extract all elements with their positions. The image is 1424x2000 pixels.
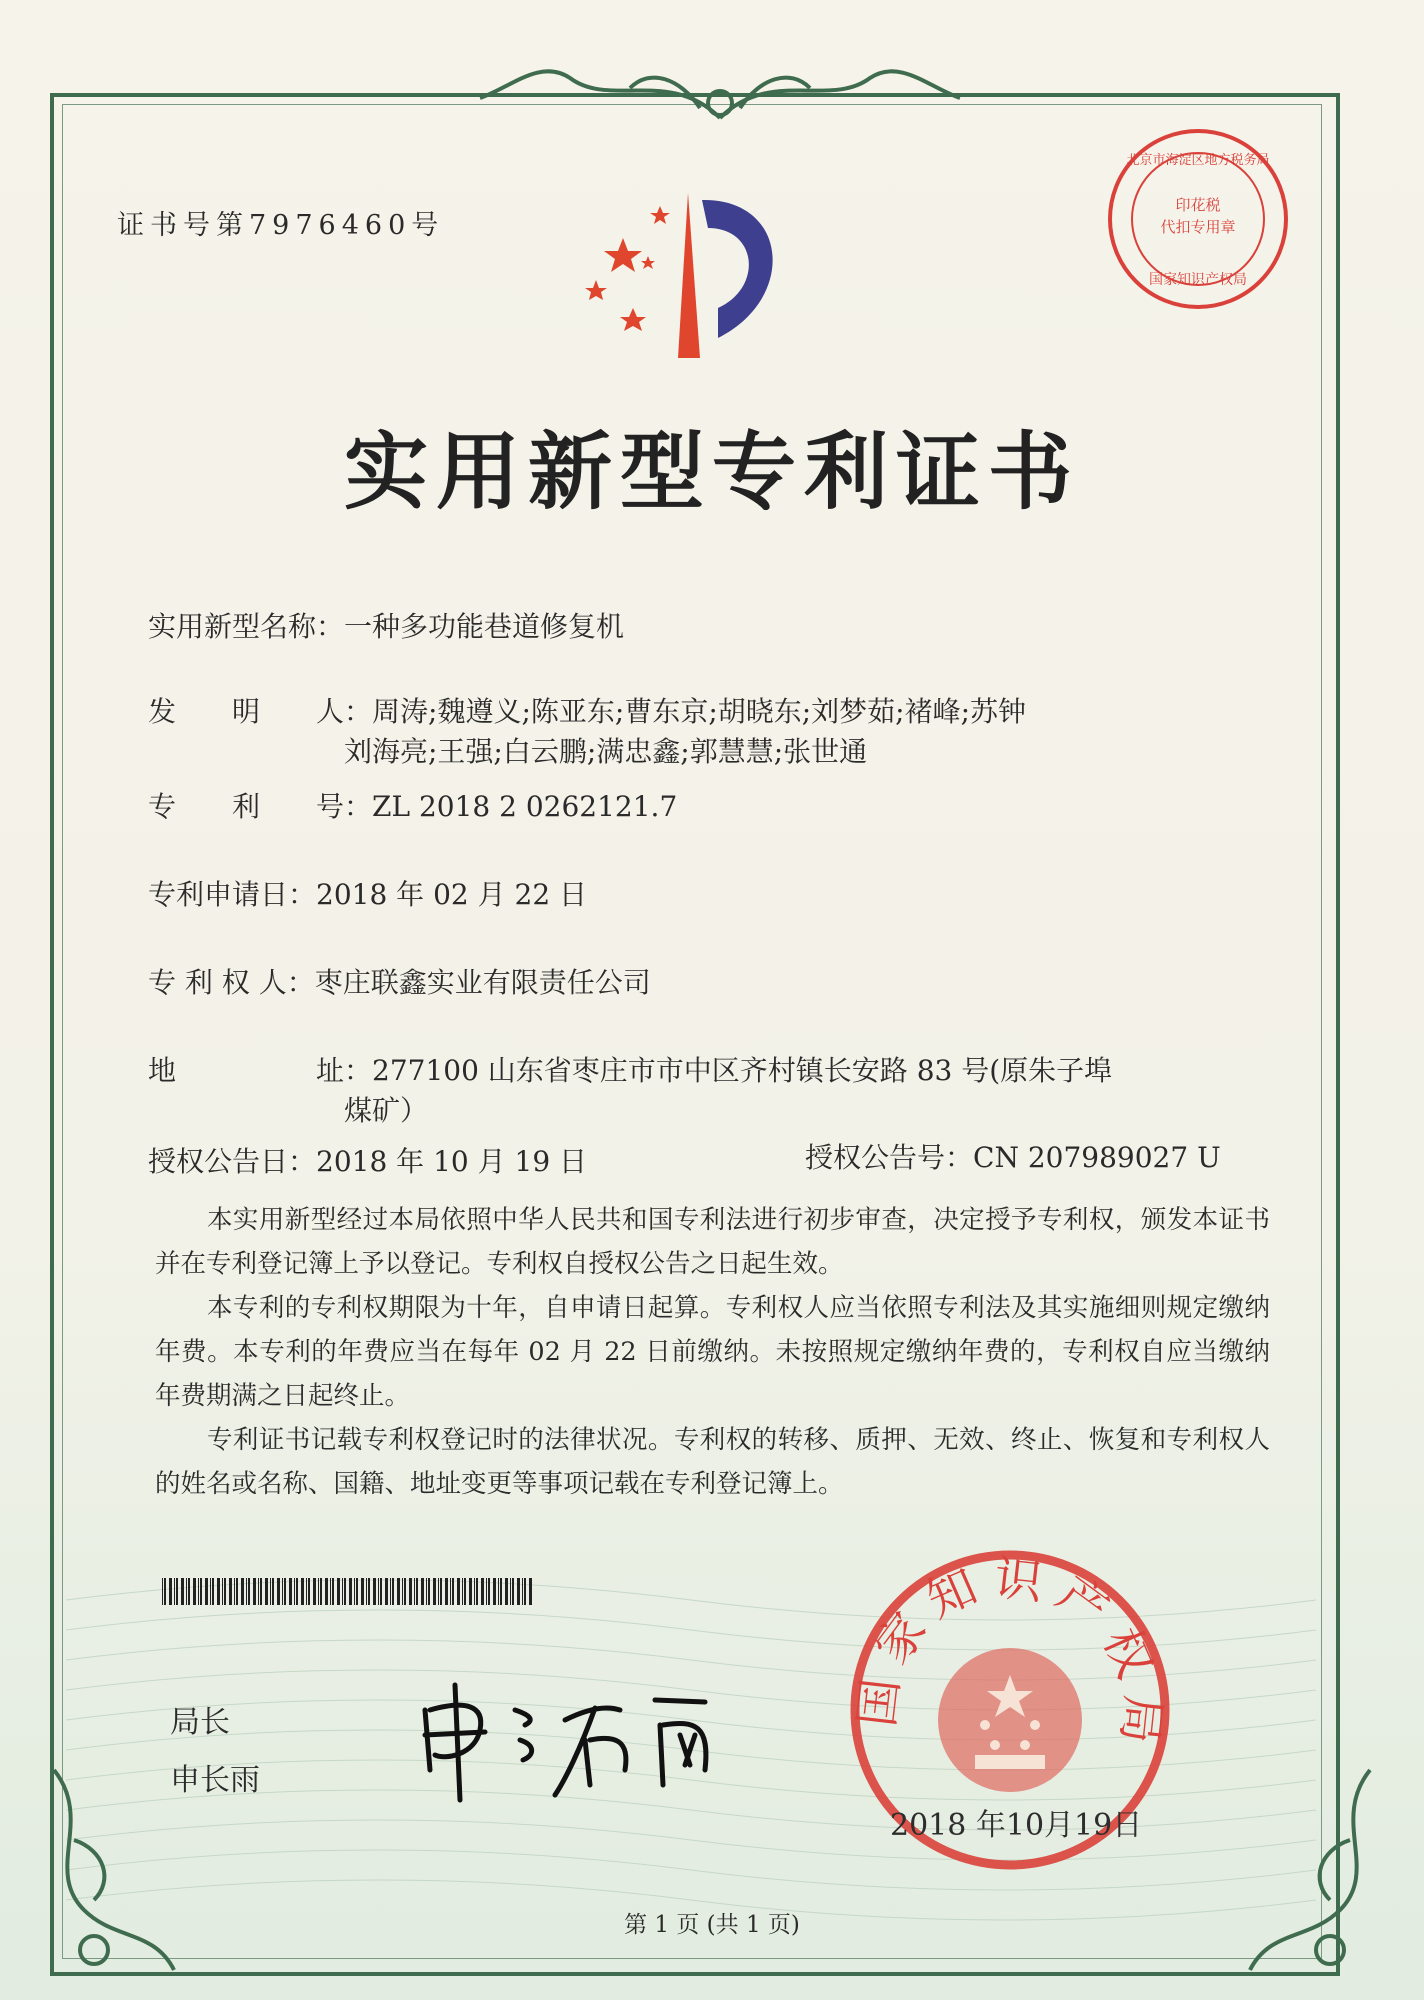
grant-date-row (148, 1140, 587, 1180)
seal-small-line4: 国家知识产权局 (1149, 272, 1247, 288)
paragraph-2: 本专利的专利权期限为十年，自申请日起算。专利权人应当依照专利法及其实施细则规定缴纳年费。本专利的年费应当在每年 02 月 22 日前缴纳。未按照规定缴纳年费的，专利权自应当缴纳年费期满之日起终止。 (155, 1293, 1270, 1411)
grant-number-label: 授权公告号： (805, 1141, 974, 1174)
seal-date: 2018 年10月19日 (890, 1808, 1143, 1843)
seal-text: 国家知识产权局 (848, 1550, 1172, 1759)
address-label: 地 址： (148, 1054, 373, 1087)
address-value-line1: 277100 山东省枣庄市市中区齐村镇长安路 83 号(原朱子埠 (372, 1054, 1113, 1087)
top-ornament (470, 48, 970, 128)
name-label: 实用新型名称： (148, 610, 345, 643)
bottom-right-ornament (1240, 1760, 1390, 1980)
tax-stamp-seal (1103, 124, 1293, 314)
director-name: 申长雨 (170, 1763, 260, 1798)
inventors-value-line1: 周涛;魏遵义;陈亚东;曹东京;胡晓东;刘梦茹;褚峰;苏钟 (372, 695, 1027, 728)
grant-date-value: 2018 年 10 月 19 日 (316, 1145, 588, 1178)
paragraph-3: 专利证书记载专利权登记时的法律状况。专利权的转移、质押、无效、终止、恢复和专利权人的姓名或名称、国籍、地址变更等事项记载在专利登记簿上。 (155, 1425, 1270, 1499)
barcode (162, 1578, 536, 1605)
inventors-line2: 刘海亮;王强;白云鹏;满忠鑫;郭慧慧;张世通 (344, 735, 868, 768)
director-signature (405, 1670, 735, 1810)
seal-small-line3: 代扣专用章 (1160, 218, 1236, 236)
grant-number-value: CN 207989027 U (973, 1141, 1221, 1174)
patentee-row (148, 961, 651, 1001)
national-emblem-icon (938, 1648, 1082, 1792)
certificate-body (155, 1198, 1270, 1506)
patent-number-label: 专 利 号： (148, 790, 373, 823)
bottom-left-ornament (34, 1760, 184, 1980)
address-line2: 煤矿） (344, 1094, 429, 1127)
filing-date-row (148, 873, 587, 913)
filing-date-label: 专利申请日： (148, 878, 317, 911)
cnipa-logo-icon (578, 188, 818, 358)
seal-small-line2: 印花税 (1175, 196, 1221, 214)
patentee-label: 专 利 权 人： (148, 966, 315, 999)
patent-number-row (148, 785, 677, 825)
patentee-value: 枣庄联鑫实业有限责任公司 (314, 966, 651, 999)
page-number: 第 1 页 (共 1 页) (624, 1912, 800, 1938)
certificate-title: 实用新型专利证书 (343, 422, 1080, 521)
name-value: 一种多功能巷道修复机 (344, 610, 625, 643)
address-row (148, 1049, 1112, 1089)
grant-number-row (805, 1136, 1221, 1176)
inventors-label: 发 明 人： (148, 695, 373, 728)
director-title: 局长 (170, 1705, 230, 1740)
seal-small-line1: 北京市海淀区地方税务局 (1126, 153, 1270, 168)
certificate-number: 证书号第7976460号 (117, 210, 445, 241)
grant-date-label: 授权公告日： (148, 1145, 317, 1178)
patent-number-value: ZL 2018 2 0262121.7 (372, 790, 678, 823)
utility-model-name-row (148, 605, 624, 645)
filing-date-value: 2018 年 02 月 22 日 (316, 878, 588, 911)
paragraph-1: 本实用新型经过本局依照中华人民共和国专利法进行初步审查，决定授予专利权，颁发本证书并在专利登记簿上予以登记。专利权自授权公告之日起生效。 (155, 1205, 1270, 1279)
inventors-row (148, 690, 1026, 730)
